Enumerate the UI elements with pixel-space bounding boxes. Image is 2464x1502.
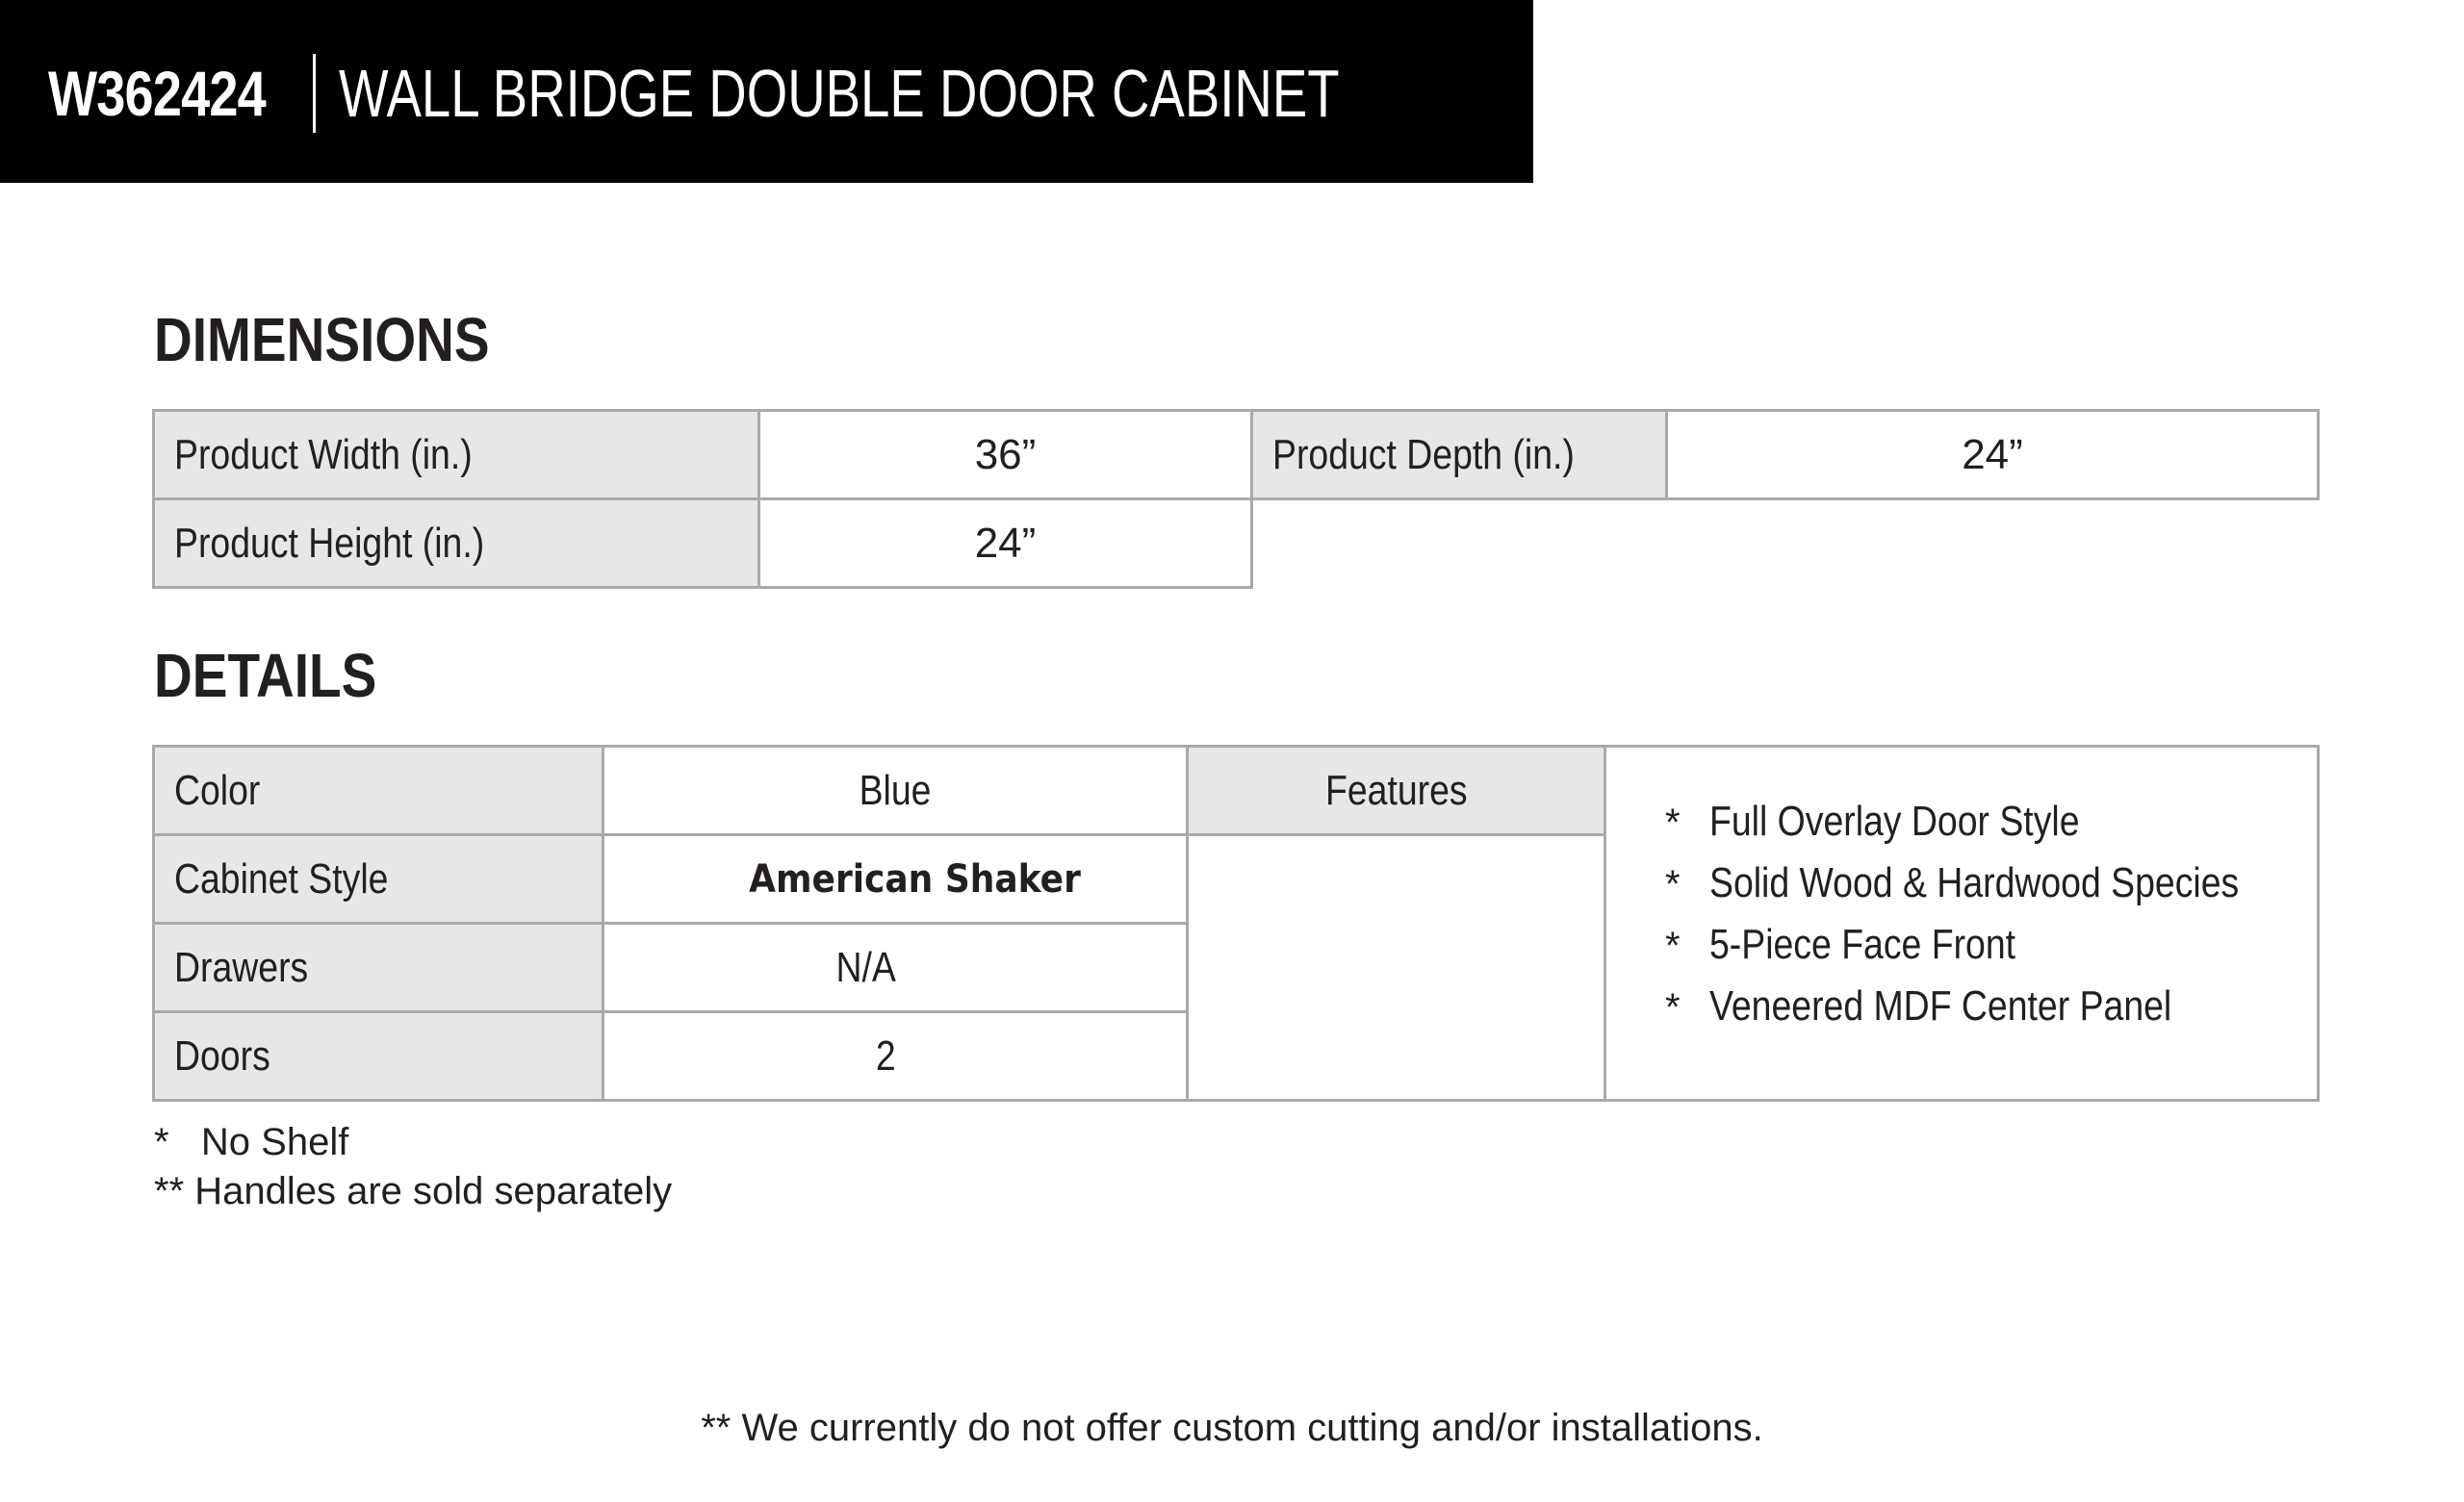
- height-value: 24”: [974, 519, 1037, 567]
- feature-text: Veneered MDF Center Panel: [1709, 982, 2172, 1030]
- features-list: [1665, 791, 2332, 1037]
- doors-value: 2: [875, 1031, 896, 1080]
- doors-label: Doors: [174, 1031, 270, 1080]
- depth-value: 24”: [1962, 430, 2023, 478]
- width-label-cell: [152, 409, 760, 500]
- color-label: Color: [174, 766, 261, 814]
- doors-value-cell: [602, 1010, 1189, 1102]
- cabinet-style-value-cell: [602, 833, 1189, 925]
- doors-label-cell: [152, 1010, 604, 1102]
- cabinet-style-value: American Shaker: [748, 856, 1081, 902]
- bullet-asterisk: *: [1665, 863, 1681, 905]
- feature-text: Solid Wood & Hardwood Species: [1709, 859, 2240, 906]
- drawers-label: Drawers: [174, 943, 309, 991]
- note-no-shelf: * No Shelf: [154, 1121, 349, 1163]
- cabinet-style-label-cell: [152, 833, 604, 925]
- product-sku: W362424: [48, 58, 266, 129]
- note-handles: ** Handles are sold separately: [154, 1170, 673, 1212]
- feature-item: [1665, 791, 2332, 853]
- drawers-value-cell: [602, 922, 1189, 1013]
- feature-item: [1665, 976, 2332, 1037]
- bullet-asterisk: *: [1665, 986, 1681, 1029]
- depth-label-cell: [1250, 409, 1668, 500]
- depth-value-cell: [1665, 409, 2320, 500]
- depth-label: Product Depth (in.): [1272, 430, 1575, 478]
- details-heading: DETAILS: [154, 641, 377, 710]
- height-value-cell: [757, 497, 1253, 589]
- cabinet-style-label: Cabinet Style: [174, 854, 389, 903]
- feature-text: Full Overlay Door Style: [1709, 798, 2080, 845]
- footer-disclaimer: ** We currently do not offer custom cutting and/or installations.: [701, 1407, 1763, 1449]
- feature-text: 5-Piece Face Front: [1709, 921, 2016, 968]
- width-label: Product Width (in.): [174, 430, 473, 478]
- drawers-label-cell: [152, 922, 604, 1013]
- bullet-asterisk: *: [1665, 925, 1681, 967]
- feature-item: [1665, 914, 2332, 976]
- height-label-cell: [152, 497, 760, 589]
- bullet-asterisk: *: [1665, 802, 1681, 844]
- features-label-cell: [1186, 745, 1606, 836]
- color-value-cell: [602, 745, 1189, 836]
- drawers-value: N/A: [835, 943, 897, 991]
- features-empty-cell: [1186, 833, 1606, 1102]
- height-label: Product Height (in.): [174, 519, 485, 567]
- title-bar: [0, 0, 1533, 183]
- feature-item: [1665, 853, 2332, 914]
- width-value: 36”: [974, 430, 1037, 478]
- title-divider: [313, 54, 316, 133]
- features-label: Features: [1324, 766, 1468, 814]
- dimensions-heading: DIMENSIONS: [154, 305, 490, 374]
- product-name: WALL BRIDGE DOUBLE DOOR CABINET: [339, 56, 1340, 131]
- width-value-cell: [757, 409, 1253, 500]
- color-value: Blue: [859, 766, 932, 814]
- color-label-cell: [152, 745, 604, 836]
